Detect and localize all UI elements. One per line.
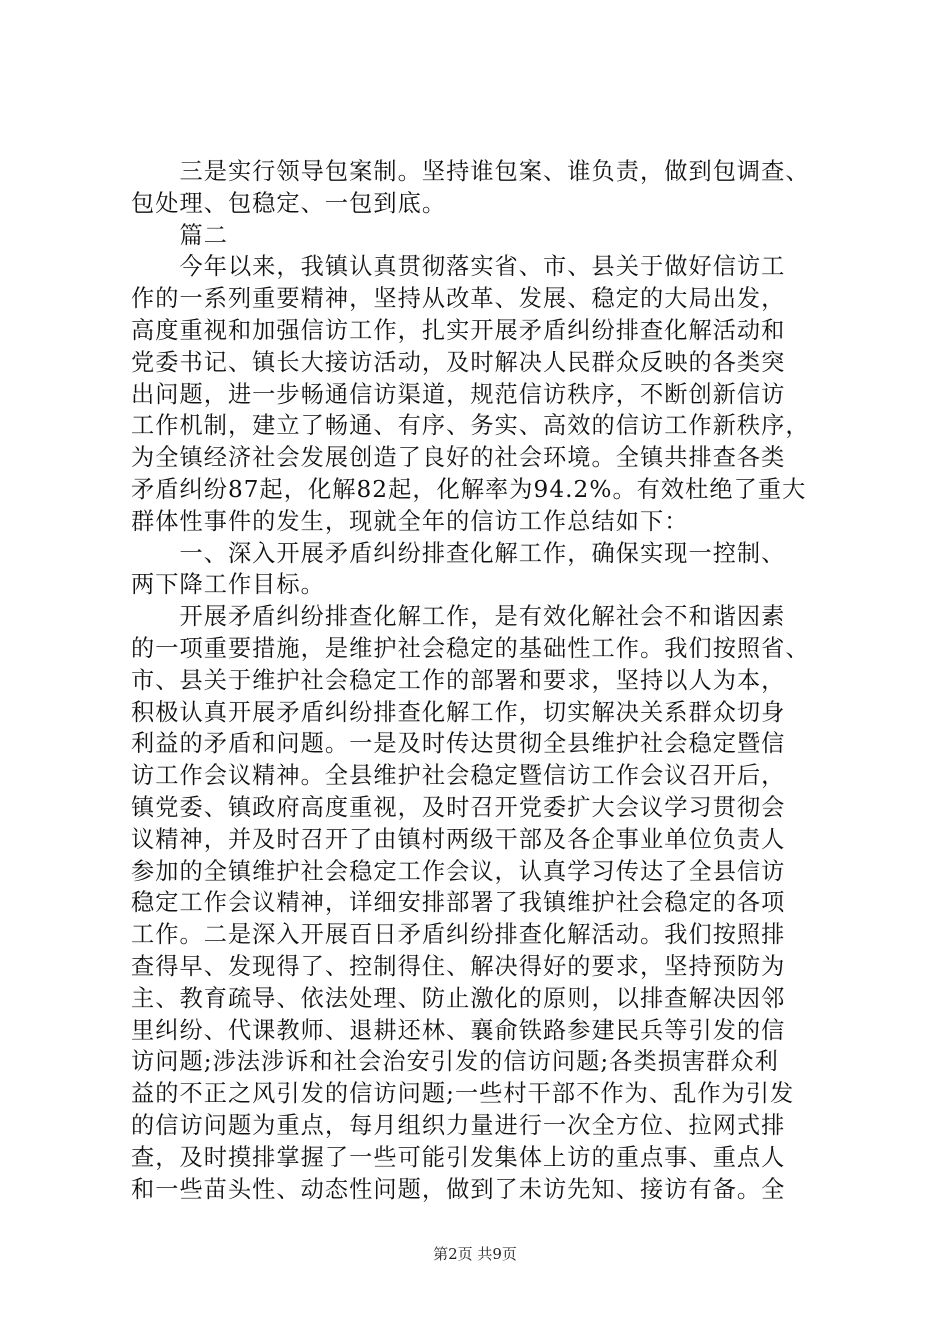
text-line: 稳定工作会议精神，详细安排部署了我镇维护社会稳定的各项 xyxy=(131,889,786,917)
text-line: 工作机制，建立了畅通、有序、务实、高效的信访工作新秩序， xyxy=(131,412,810,440)
text-line: 访工作会议精神。全县维护社会稳定暨信访工作会议召开后， xyxy=(131,762,786,790)
section-heading: 篇二 xyxy=(131,221,228,249)
text-line: 益的不正之风引发的信访问题;一些村干部不作为、乱作为引发 xyxy=(131,1080,795,1108)
text-line: 出问题，进一步畅通信访渠道，规范信访秩序，不断创新信访 xyxy=(131,380,786,408)
text-line: 为全镇经济社会发展创造了良好的社会环境。全镇共排查各类 xyxy=(131,444,786,472)
text-line: 市、县关于维护社会稳定工作的部署和要求，坚持以人为本， xyxy=(131,666,786,694)
text-line: 里纠纷、代课教师、退耕还林、襄俞铁路参建民兵等引发的信 xyxy=(131,1016,786,1044)
text-line: 高度重视和加强信访工作，扎实开展矛盾纠纷排查化解活动和 xyxy=(131,316,786,344)
page-number: 第2页 共9页 xyxy=(433,1245,517,1263)
text-line: 的信访问题为重点，每月组织力量进行一次全方位、拉网式排 xyxy=(131,1111,786,1139)
text-line: 工作。二是深入开展百日矛盾纠纷排查化解活动。我们按照排 xyxy=(131,921,786,949)
text-line: 群体性事件的发生，现就全年的信访工作总结如下： xyxy=(131,507,689,535)
text-line: 党委书记、镇长大接访活动，及时解决人民群众反映的各类突 xyxy=(131,348,786,376)
text-line: 议精神，并及时召开了由镇村两级干部及各企事业单位负责人 xyxy=(131,825,786,853)
text-line: 一、深入开展矛盾纠纷排查化解工作，确保实现一控制、 xyxy=(131,539,786,567)
text-line: 查得早、发现得了、控制得住、解决得好的要求，坚持预防为 xyxy=(131,952,786,980)
text-line: 包处理、包稳定、一包到底。 xyxy=(131,189,447,217)
text-line: 作的一系列重要精神，坚持从改革、发展、稳定的大局出发， xyxy=(131,285,786,313)
text-line: 和一些苗头性、动态性问题，做到了未访先知、接访有备。全 xyxy=(131,1175,786,1203)
text-line: 主、教育疏导、依法处理、防止激化的原则，以排查解决因邻 xyxy=(131,984,786,1012)
text-line: 三是实行领导包案制。坚持谁包案、谁负责，做到包调查、 xyxy=(131,158,810,185)
text-line: 利益的矛盾和问题。一是及时传达贯彻全县维护社会稳定暨信 xyxy=(131,730,786,758)
text-line: 查，及时摸排掌握了一些可能引发集体上访的重点事、重点人 xyxy=(131,1143,786,1171)
text-line: 矛盾纠纷87起，化解82起，化解率为94.2%。有效杜绝了重大 xyxy=(131,475,807,503)
text-line: 访问题;涉法涉诉和社会治安引发的信访问题;各类损害群众利 xyxy=(131,1048,779,1076)
text-line: 镇党委、镇政府高度重视，及时召开党委扩大会议学习贯彻会 xyxy=(131,793,786,821)
text-line: 积极认真开展矛盾纠纷排查化解工作，切实解决关系群众切身 xyxy=(131,698,786,726)
body-text xyxy=(131,156,836,1205)
text-line: 两下降工作目标。 xyxy=(131,571,325,599)
page-footer xyxy=(0,1244,950,1264)
text-line: 开展矛盾纠纷排查化解工作，是有效化解社会不和谐因素 xyxy=(131,603,786,631)
text-line: 今年以来，我镇认真贯彻落实省、市、县关于做好信访工 xyxy=(131,253,786,281)
text-line: 参加的全镇维护社会稳定工作会议，认真学习传达了全县信访 xyxy=(131,857,786,885)
text-line: 的一项重要措施，是维护社会稳定的基础性工作。我们按照省、 xyxy=(131,634,810,662)
